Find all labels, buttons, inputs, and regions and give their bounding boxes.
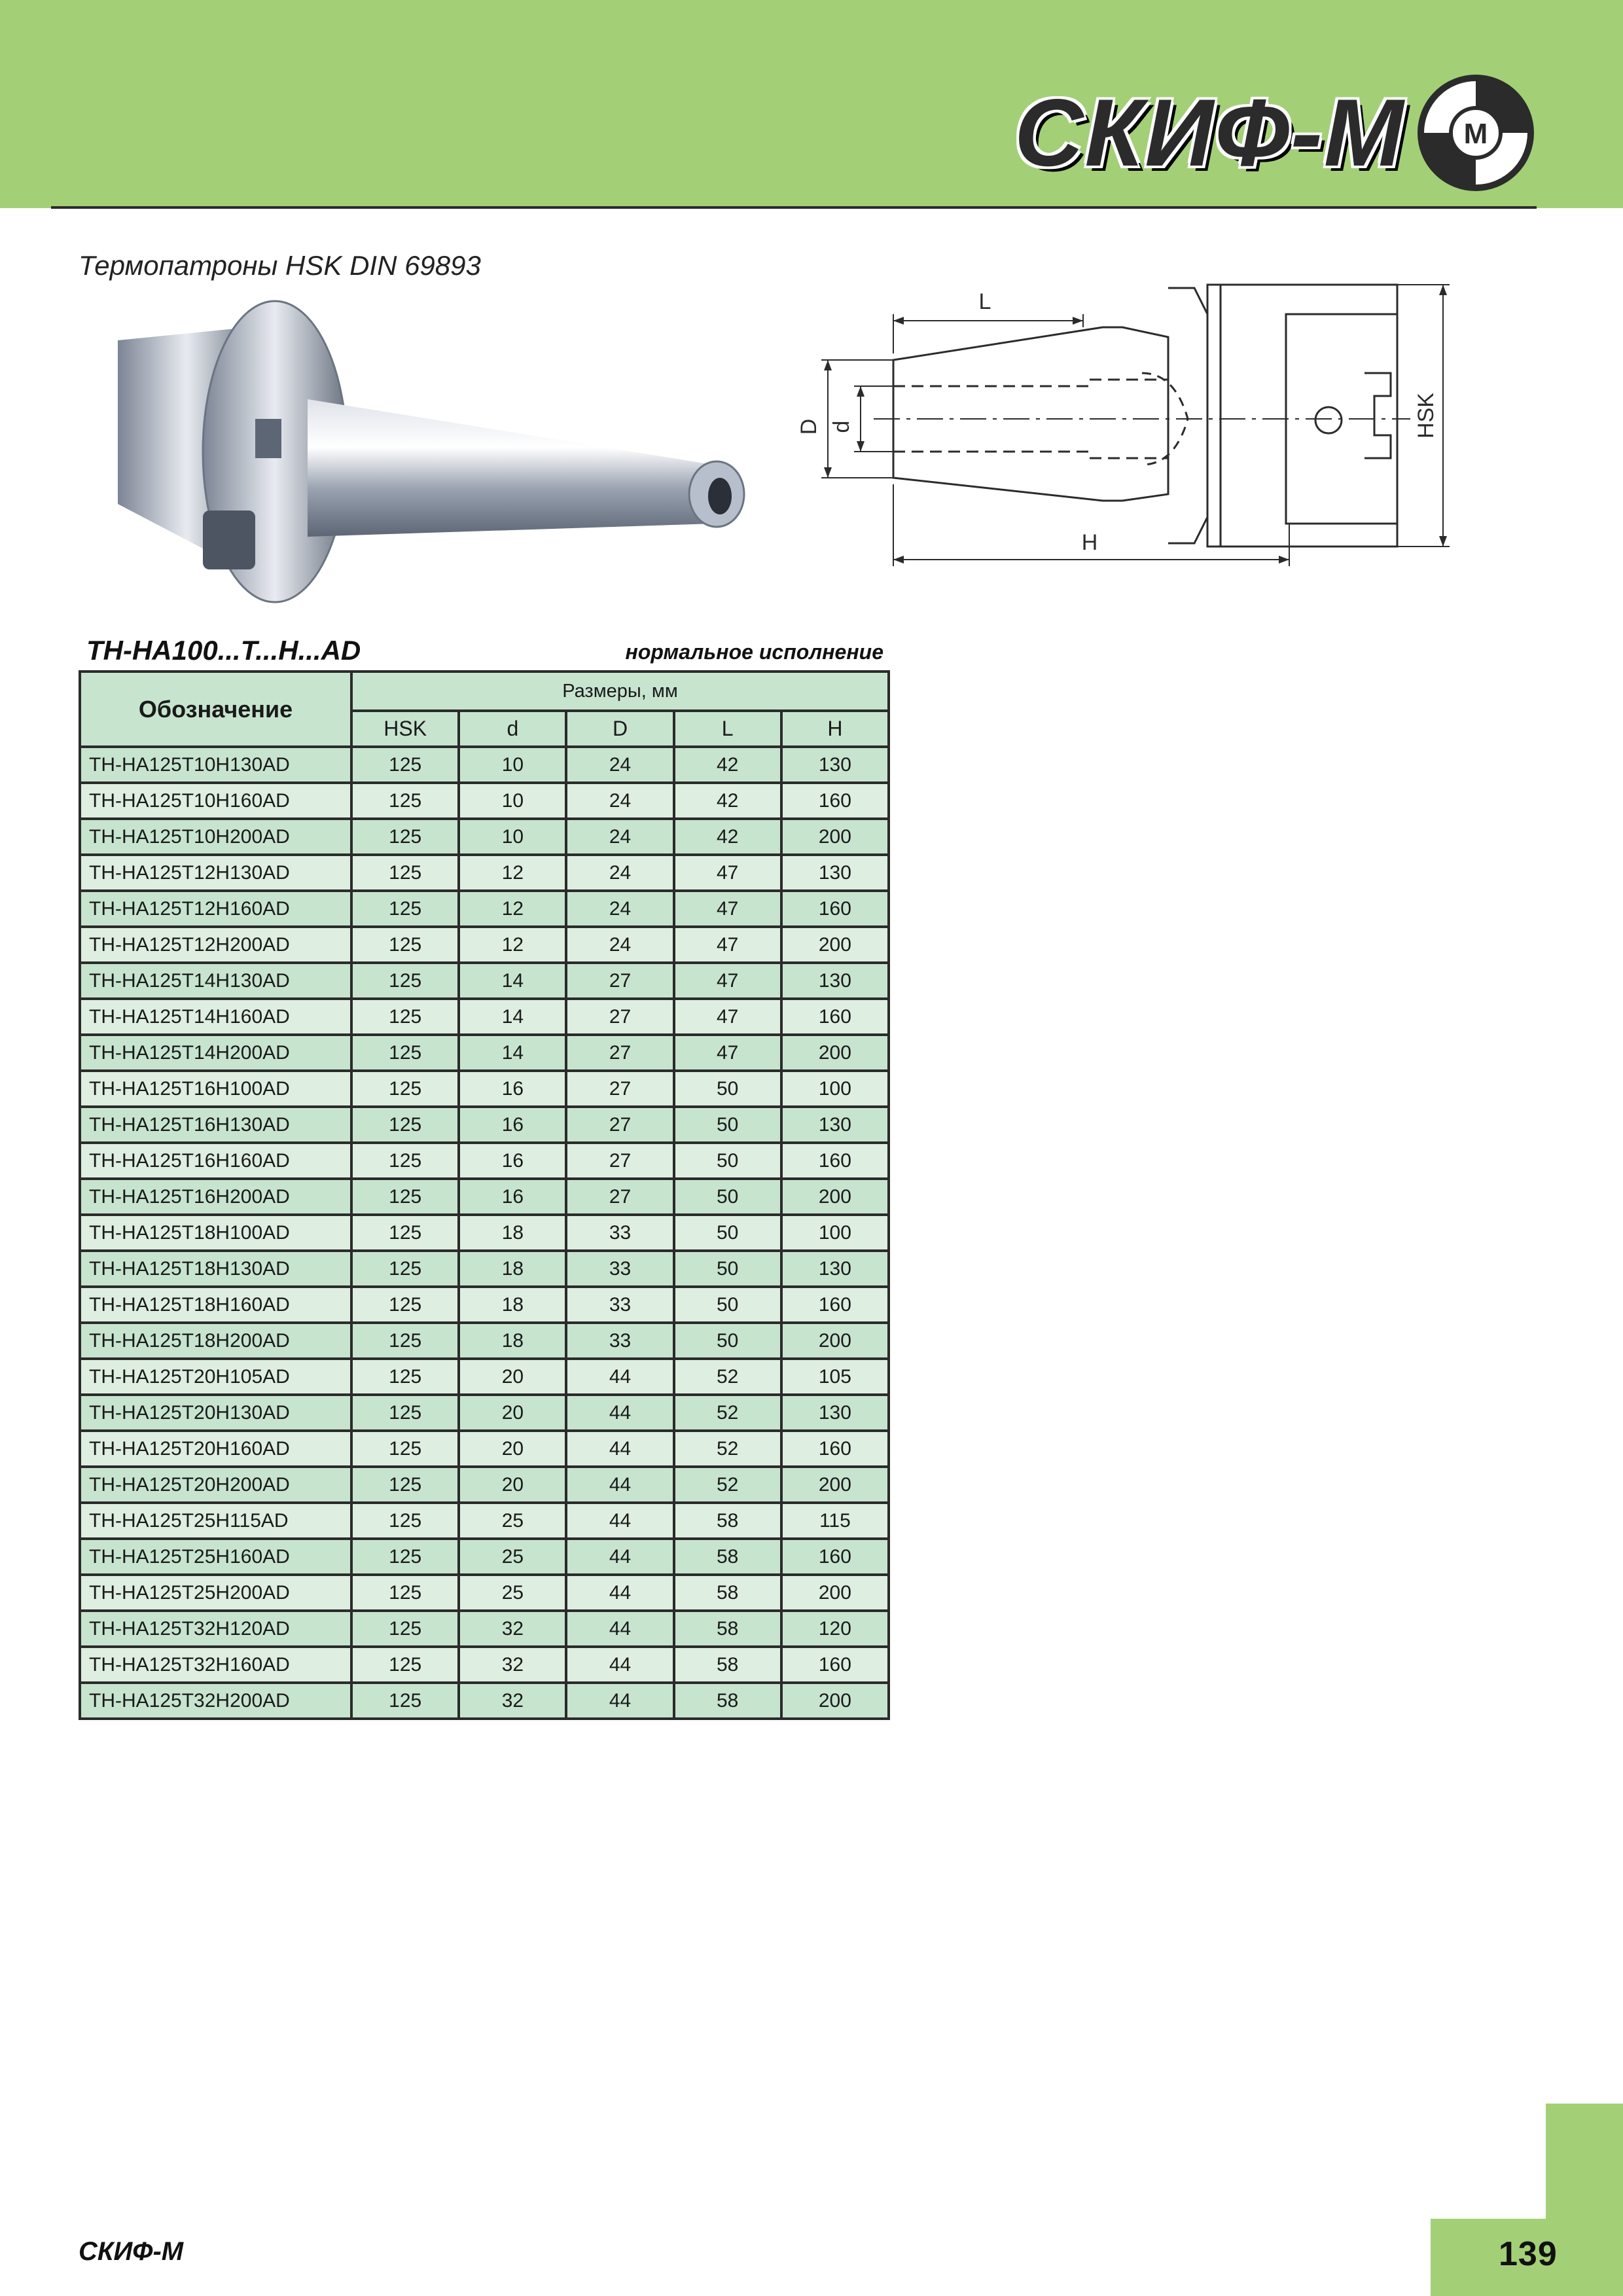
dimension-cell-d: 44 xyxy=(566,1359,673,1395)
dimension-cell-hsk: 125 xyxy=(351,855,459,891)
designation-cell: TH-HA125T14H200AD xyxy=(80,1035,351,1071)
designation-cell: TH-HA125T25H115AD xyxy=(80,1503,351,1539)
dimension-cell-h: 130 xyxy=(781,855,889,891)
dimension-cell-d: 25 xyxy=(459,1539,566,1575)
table-row xyxy=(80,1683,889,1719)
dimension-cell-d: 32 xyxy=(459,1611,566,1647)
dimension-cell-hsk: 125 xyxy=(351,1503,459,1539)
page-title: Термопатроны HSK DIN 69893 xyxy=(79,250,481,281)
designation-cell: TH-HA125T16H100AD xyxy=(80,1071,351,1107)
header-divider xyxy=(51,206,1537,209)
designation-cell: TH-HA125T20H105AD xyxy=(80,1359,351,1395)
designation-cell: TH-HA125T12H160AD xyxy=(80,891,351,927)
dimension-cell-d: 33 xyxy=(566,1251,673,1287)
designation-cell: TH-HA125T32H160AD xyxy=(80,1647,351,1683)
designation-cell: TH-HA125T16H130AD xyxy=(80,1107,351,1143)
dimension-cell-d: 27 xyxy=(566,1143,673,1179)
dimension-cell-l: 47 xyxy=(674,927,781,963)
emblem-letter: M xyxy=(1463,118,1488,150)
dim-label-hsk: HSK xyxy=(1414,393,1438,439)
column-header: L xyxy=(674,711,781,747)
dimension-cell-d: 18 xyxy=(459,1215,566,1251)
table-row xyxy=(80,855,889,891)
dimension-cell-d: 27 xyxy=(566,1035,673,1071)
designation-cell: TH-HA125T18H160AD xyxy=(80,1287,351,1323)
dimension-cell-hsk: 125 xyxy=(351,1359,459,1395)
dimension-cell-l: 47 xyxy=(674,1035,781,1071)
dimension-cell-d: 25 xyxy=(459,1503,566,1539)
dimension-cell-hsk: 125 xyxy=(351,819,459,855)
dimension-cell-hsk: 125 xyxy=(351,1179,459,1215)
designation-cell: TH-HA125T14H160AD xyxy=(80,999,351,1035)
table-row xyxy=(80,1467,889,1503)
table-row xyxy=(80,1647,889,1683)
table-row xyxy=(80,927,889,963)
dimension-cell-hsk: 125 xyxy=(351,1251,459,1287)
dimension-cell-d: 44 xyxy=(566,1395,673,1431)
dimension-cell-l: 42 xyxy=(674,783,781,819)
dimension-cell-hsk: 125 xyxy=(351,1035,459,1071)
logo-emblem-icon xyxy=(1417,71,1535,195)
spec-table xyxy=(79,670,890,1720)
dimension-cell-l: 52 xyxy=(674,1395,781,1431)
dimension-cell-hsk: 125 xyxy=(351,1323,459,1359)
dimension-cell-h: 200 xyxy=(781,1179,889,1215)
dimension-cell-h: 105 xyxy=(781,1359,889,1395)
dimension-cell-h: 160 xyxy=(781,1431,889,1467)
table-row xyxy=(80,1179,889,1215)
table-row xyxy=(80,819,889,855)
dimension-cell-l: 50 xyxy=(674,1251,781,1287)
column-header: d xyxy=(459,711,566,747)
dimension-cell-d: 24 xyxy=(566,927,673,963)
dimension-cell-l: 50 xyxy=(674,1071,781,1107)
dimension-cell-d: 44 xyxy=(566,1647,673,1683)
dimension-cell-d: 20 xyxy=(459,1467,566,1503)
dimension-cell-h: 160 xyxy=(781,1647,889,1683)
dimension-cell-hsk: 125 xyxy=(351,1467,459,1503)
dimension-cell-d: 27 xyxy=(566,963,673,999)
dimension-cell-hsk: 125 xyxy=(351,1215,459,1251)
dimension-cell-h: 160 xyxy=(781,999,889,1035)
dimension-cell-h: 200 xyxy=(781,1467,889,1503)
dimension-cell-hsk: 125 xyxy=(351,1287,459,1323)
dimension-cell-h: 200 xyxy=(781,927,889,963)
dimension-cell-d: 25 xyxy=(459,1575,566,1611)
column-header: D xyxy=(566,711,673,747)
designation-cell: TH-HA125T20H200AD xyxy=(80,1467,351,1503)
dimension-cell-d: 14 xyxy=(459,963,566,999)
dimension-cell-d: 44 xyxy=(566,1539,673,1575)
dimension-cell-h: 160 xyxy=(781,1287,889,1323)
dimension-cell-h: 130 xyxy=(781,747,889,783)
table-row xyxy=(80,1359,889,1395)
page-number: 139 xyxy=(1499,2235,1558,2273)
dim-label-D: D xyxy=(796,418,821,435)
dimension-cell-hsk: 125 xyxy=(351,1431,459,1467)
designation-cell: TH-HA125T32H120AD xyxy=(80,1611,351,1647)
dimension-cell-l: 58 xyxy=(674,1539,781,1575)
table-row xyxy=(80,1215,889,1251)
column-header: HSK xyxy=(351,711,459,747)
dimension-cell-h: 130 xyxy=(781,1107,889,1143)
dimension-cell-l: 52 xyxy=(674,1359,781,1395)
designation-cell: TH-HA125T16H160AD xyxy=(80,1143,351,1179)
dimension-cell-d: 16 xyxy=(459,1143,566,1179)
dimension-cell-h: 120 xyxy=(781,1611,889,1647)
dimension-cell-hsk: 125 xyxy=(351,963,459,999)
dimension-cell-h: 160 xyxy=(781,1143,889,1179)
dimension-cell-l: 50 xyxy=(674,1107,781,1143)
dimension-cell-d: 33 xyxy=(566,1287,673,1323)
dimension-cell-l: 58 xyxy=(674,1683,781,1719)
dimension-cell-d: 18 xyxy=(459,1287,566,1323)
dimension-cell-d: 14 xyxy=(459,999,566,1035)
table-row xyxy=(80,1395,889,1431)
dim-label-d: d xyxy=(829,420,854,433)
dimension-cell-d: 44 xyxy=(566,1683,673,1719)
spec-table-body xyxy=(80,747,889,1719)
dimension-cell-l: 47 xyxy=(674,999,781,1035)
designation-header: Обозначение xyxy=(80,672,351,747)
dimension-cell-d: 44 xyxy=(566,1611,673,1647)
dimension-cell-l: 47 xyxy=(674,891,781,927)
dimension-cell-d: 20 xyxy=(459,1431,566,1467)
dimension-cell-hsk: 125 xyxy=(351,891,459,927)
dimension-cell-d: 14 xyxy=(459,1035,566,1071)
dimension-cell-l: 50 xyxy=(674,1287,781,1323)
designation-cell: TH-HA125T16H200AD xyxy=(80,1179,351,1215)
dimension-cell-l: 58 xyxy=(674,1575,781,1611)
dimension-cell-d: 44 xyxy=(566,1467,673,1503)
dimension-cell-d: 12 xyxy=(459,855,566,891)
designation-cell: TH-HA125T10H130AD xyxy=(80,747,351,783)
dimension-cell-h: 200 xyxy=(781,819,889,855)
dimension-cell-d: 32 xyxy=(459,1683,566,1719)
table-row xyxy=(80,1431,889,1467)
dimension-cell-l: 42 xyxy=(674,819,781,855)
table-row xyxy=(80,1323,889,1359)
designation-cell: TH-HA125T12H200AD xyxy=(80,927,351,963)
dimension-cell-l: 47 xyxy=(674,963,781,999)
dimension-cell-d: 44 xyxy=(566,1575,673,1611)
dimension-cell-hsk: 125 xyxy=(351,1143,459,1179)
table-row xyxy=(80,963,889,999)
column-header: H xyxy=(781,711,889,747)
dimension-cell-l: 58 xyxy=(674,1503,781,1539)
table-row xyxy=(80,1071,889,1107)
dimension-cell-h: 130 xyxy=(781,1395,889,1431)
dimension-cell-h: 100 xyxy=(781,1215,889,1251)
dimension-cell-d: 18 xyxy=(459,1251,566,1287)
dimension-cell-hsk: 125 xyxy=(351,747,459,783)
designation-cell: TH-HA125T10H160AD xyxy=(80,783,351,819)
dimension-cell-d: 16 xyxy=(459,1071,566,1107)
dimension-cell-hsk: 125 xyxy=(351,1611,459,1647)
table-row xyxy=(80,747,889,783)
dimension-cell-l: 50 xyxy=(674,1179,781,1215)
table-row xyxy=(80,783,889,819)
table-row xyxy=(80,1287,889,1323)
table-row xyxy=(80,1539,889,1575)
dimension-cell-d: 10 xyxy=(459,747,566,783)
product-photo xyxy=(98,288,753,628)
dimension-cell-d: 20 xyxy=(459,1395,566,1431)
brand-logo xyxy=(1008,71,1551,202)
dimension-cell-hsk: 125 xyxy=(351,927,459,963)
table-row xyxy=(80,1575,889,1611)
dimension-cell-d: 24 xyxy=(566,747,673,783)
dimension-cell-hsk: 125 xyxy=(351,1071,459,1107)
designation-cell: TH-HA125T18H130AD xyxy=(80,1251,351,1287)
table-row xyxy=(80,1503,889,1539)
dimension-cell-hsk: 125 xyxy=(351,1107,459,1143)
dimension-cell-h: 200 xyxy=(781,1323,889,1359)
dimension-cell-l: 52 xyxy=(674,1467,781,1503)
dimension-cell-h: 200 xyxy=(781,1683,889,1719)
dimension-cell-h: 160 xyxy=(781,891,889,927)
table-row xyxy=(80,1143,889,1179)
dimension-cell-hsk: 125 xyxy=(351,1395,459,1431)
dimension-cell-h: 200 xyxy=(781,1035,889,1071)
dimension-cell-hsk: 125 xyxy=(351,1539,459,1575)
designation-cell: TH-HA125T10H200AD xyxy=(80,819,351,855)
series-label: TH-HA100...T...H...AD xyxy=(86,635,361,666)
dimension-cell-d: 10 xyxy=(459,819,566,855)
designation-cell: TH-HA125T12H130AD xyxy=(80,855,351,891)
dimension-cell-d: 20 xyxy=(459,1359,566,1395)
dimensions-header: Размеры, мм xyxy=(351,672,889,711)
dimension-cell-l: 52 xyxy=(674,1431,781,1467)
dimension-cell-d: 16 xyxy=(459,1107,566,1143)
dimension-cell-d: 33 xyxy=(566,1323,673,1359)
dimension-cell-d: 10 xyxy=(459,783,566,819)
dimension-cell-d: 44 xyxy=(566,1431,673,1467)
dimension-cell-hsk: 125 xyxy=(351,999,459,1035)
dimension-cell-d: 44 xyxy=(566,1503,673,1539)
dimension-cell-h: 160 xyxy=(781,1539,889,1575)
table-row xyxy=(80,1035,889,1071)
designation-cell: TH-HA125T25H200AD xyxy=(80,1575,351,1611)
dimension-cell-d: 18 xyxy=(459,1323,566,1359)
table-row xyxy=(80,999,889,1035)
dimension-cell-d: 12 xyxy=(459,927,566,963)
dimension-cell-d: 24 xyxy=(566,783,673,819)
dimension-cell-d: 24 xyxy=(566,855,673,891)
table-row xyxy=(80,1107,889,1143)
table-row xyxy=(80,1251,889,1287)
dimension-cell-hsk: 125 xyxy=(351,1575,459,1611)
dimension-cell-d: 33 xyxy=(566,1215,673,1251)
dimension-cell-hsk: 125 xyxy=(351,1647,459,1683)
dimension-cell-d: 27 xyxy=(566,1179,673,1215)
designation-cell: TH-HA125T25H160AD xyxy=(80,1539,351,1575)
dimension-cell-hsk: 125 xyxy=(351,1683,459,1719)
dimension-cell-l: 47 xyxy=(674,855,781,891)
dimension-cell-h: 130 xyxy=(781,1251,889,1287)
dimension-cell-h: 115 xyxy=(781,1503,889,1539)
designation-cell: TH-HA125T20H130AD xyxy=(80,1395,351,1431)
dim-label-H: H xyxy=(1081,530,1098,555)
dimension-cell-l: 50 xyxy=(674,1143,781,1179)
dimension-cell-h: 200 xyxy=(781,1575,889,1611)
dimension-cell-l: 58 xyxy=(674,1647,781,1683)
dimension-cell-d: 27 xyxy=(566,999,673,1035)
dimension-cell-d: 16 xyxy=(459,1179,566,1215)
dimension-cell-d: 24 xyxy=(566,819,673,855)
designation-cell: TH-HA125T14H130AD xyxy=(80,963,351,999)
variant-label: нормальное исполнение xyxy=(625,640,883,664)
technical-drawing xyxy=(776,275,1469,583)
dimension-cell-l: 42 xyxy=(674,747,781,783)
designation-cell: TH-HA125T20H160AD xyxy=(80,1431,351,1467)
table-row xyxy=(80,891,889,927)
dimension-cell-h: 130 xyxy=(781,963,889,999)
dim-label-L: L xyxy=(978,289,991,314)
table-row xyxy=(80,1611,889,1647)
designation-cell: TH-HA125T18H100AD xyxy=(80,1215,351,1251)
dimension-cell-h: 160 xyxy=(781,783,889,819)
designation-cell: TH-HA125T32H200AD xyxy=(80,1683,351,1719)
dimension-cell-l: 58 xyxy=(674,1611,781,1647)
designation-cell: TH-HA125T18H200AD xyxy=(80,1323,351,1359)
dimension-cell-d: 27 xyxy=(566,1071,673,1107)
dimension-cell-l: 50 xyxy=(674,1215,781,1251)
dimension-cell-l: 50 xyxy=(674,1323,781,1359)
dimension-cell-hsk: 125 xyxy=(351,783,459,819)
dimension-cell-d: 12 xyxy=(459,891,566,927)
dimension-cell-h: 100 xyxy=(781,1071,889,1107)
dimension-cell-d: 27 xyxy=(566,1107,673,1143)
dimension-cell-d: 24 xyxy=(566,891,673,927)
footer-brand: СКИФ-М xyxy=(79,2237,184,2266)
dimension-cell-d: 32 xyxy=(459,1647,566,1683)
logo-text: СКИФ-М xyxy=(1014,79,1405,186)
